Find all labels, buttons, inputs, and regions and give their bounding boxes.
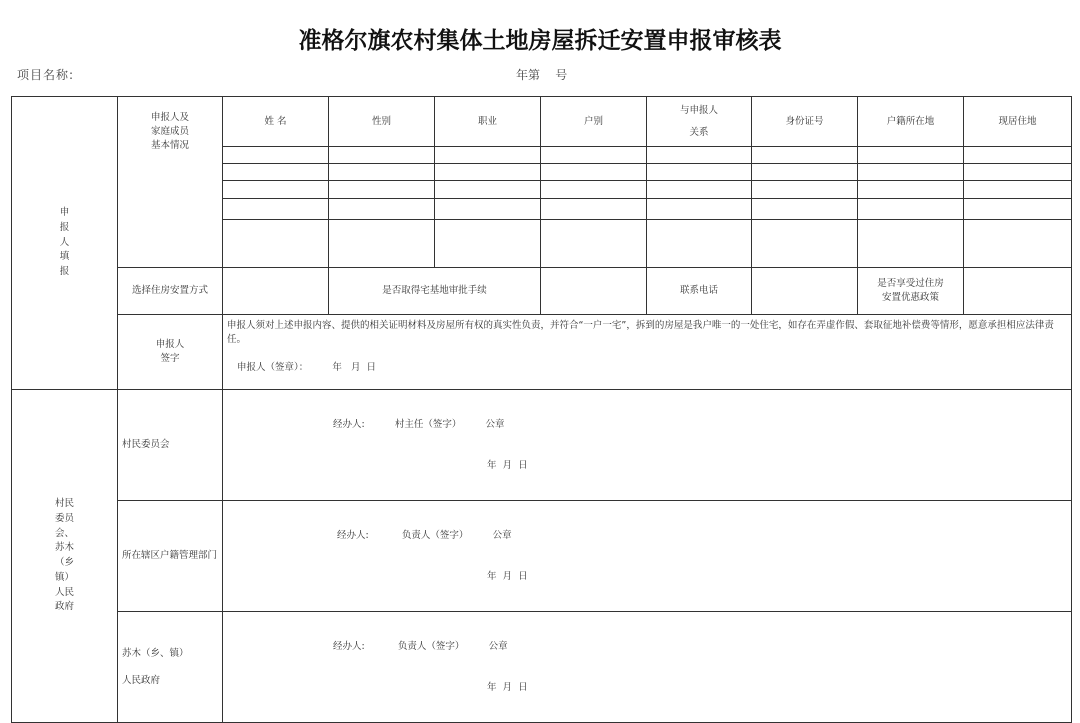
cell-input[interactable] (435, 181, 541, 199)
col-occupation: 职业 (435, 97, 541, 147)
col-name: 姓 名 (223, 97, 329, 147)
applicant-section-label: 申报人填报 (12, 97, 118, 390)
cell-input[interactable] (223, 220, 329, 268)
cell-input[interactable] (964, 164, 1072, 181)
cell-input[interactable] (647, 147, 752, 164)
cell-input[interactable] (435, 220, 541, 268)
cell-input[interactable] (223, 164, 329, 181)
project-name-label: 项目名称: (17, 68, 75, 82)
cell-input[interactable] (329, 147, 435, 164)
housing-benefit-label: 是否享受过住房 安置优惠政策 (858, 268, 964, 315)
year-number-label: 年第 号 (516, 68, 568, 82)
col-household-type: 户别 (541, 97, 647, 147)
cell-input[interactable] (435, 199, 541, 220)
cell-input[interactable] (752, 147, 858, 164)
hukou-department-sign[interactable]: 经办人: 负责人（签字） 公章 年 月 日 (223, 501, 1072, 612)
cell-input[interactable] (964, 199, 1072, 220)
col-id-number: 身份证号 (752, 97, 858, 147)
cell-input[interactable] (858, 181, 964, 199)
phone-field[interactable] (752, 268, 858, 315)
cell-input[interactable] (223, 147, 329, 164)
homestead-approval-label: 是否取得宅基地审批手续 (329, 268, 541, 315)
homestead-approval-field[interactable] (541, 268, 647, 315)
cell-input[interactable] (223, 181, 329, 199)
township-government-label: 苏木（乡、镇） 人民政府 (118, 612, 223, 723)
col-relation: 与申报人 关系 (647, 97, 752, 147)
cell-input[interactable] (964, 220, 1072, 268)
cell-input[interactable] (647, 181, 752, 199)
col-gender: 性别 (329, 97, 435, 147)
phone-label: 联系电话 (647, 268, 752, 315)
housing-option-field[interactable] (223, 268, 329, 315)
applicant-sign-line[interactable]: 申报人（签章）： 年 月 日 (237, 361, 377, 373)
village-committee-sign[interactable]: 经办人: 村主任（签字） 公章 年 月 日 (223, 390, 1072, 501)
cell-input[interactable] (858, 164, 964, 181)
cell-input[interactable] (647, 199, 752, 220)
cell-input[interactable] (964, 181, 1072, 199)
form-title: 准格尔旗农村集体土地房屋拆迁安置申报审核表 (298, 27, 782, 54)
housing-benefit-field[interactable] (964, 268, 1072, 315)
applicant-signature-label: 申报人 签字 (118, 315, 223, 390)
application-form-table (11, 96, 1072, 723)
cell-input[interactable] (752, 220, 858, 268)
cell-input[interactable] (541, 181, 647, 199)
cell-input[interactable] (858, 220, 964, 268)
cell-input[interactable] (435, 147, 541, 164)
cell-input[interactable] (858, 199, 964, 220)
township-government-sign[interactable]: 经办人: 负责人（签字） 公章 年 月 日 (223, 612, 1072, 723)
review-section-label: 村民委员会、苏木（乡镇）人民政府 (12, 390, 118, 723)
cell-input[interactable] (435, 164, 541, 181)
village-committee-label: 村民委员会 (118, 390, 223, 501)
cell-input[interactable] (752, 199, 858, 220)
hukou-department-label: 所在辖区户籍管理部门 (118, 501, 223, 612)
cell-input[interactable] (752, 181, 858, 199)
cell-input[interactable] (647, 164, 752, 181)
cell-input[interactable] (647, 220, 752, 268)
cell-input[interactable] (858, 147, 964, 164)
cell-input[interactable] (964, 147, 1072, 164)
cell-input[interactable] (541, 147, 647, 164)
cell-input[interactable] (329, 164, 435, 181)
declaration-text: 申报人须对上述申报内容、提供的相关证明材料及房屋所有权的真实性负责，并符合“一户一宅”，拆到的房屋是我户唯一的一处住宅，如存在弄虚作假、套取征地补偿费等情形，愿意承担相应法律责任。 申报人（签章）： 年 月 日 (223, 315, 1072, 390)
cell-input[interactable] (329, 199, 435, 220)
housing-option-label: 选择住房安置方式 (118, 268, 223, 315)
cell-input[interactable] (752, 164, 858, 181)
cell-input[interactable] (541, 220, 647, 268)
cell-input[interactable] (541, 164, 647, 181)
cell-input[interactable] (329, 220, 435, 268)
family-info-label: 申报人及 家庭成员 基本情况 (118, 97, 223, 268)
col-hukou-location: 户籍所在地 (858, 97, 964, 147)
cell-input[interactable] (223, 199, 329, 220)
col-residence: 现居住地 (964, 97, 1072, 147)
cell-input[interactable] (541, 199, 647, 220)
cell-input[interactable] (329, 181, 435, 199)
